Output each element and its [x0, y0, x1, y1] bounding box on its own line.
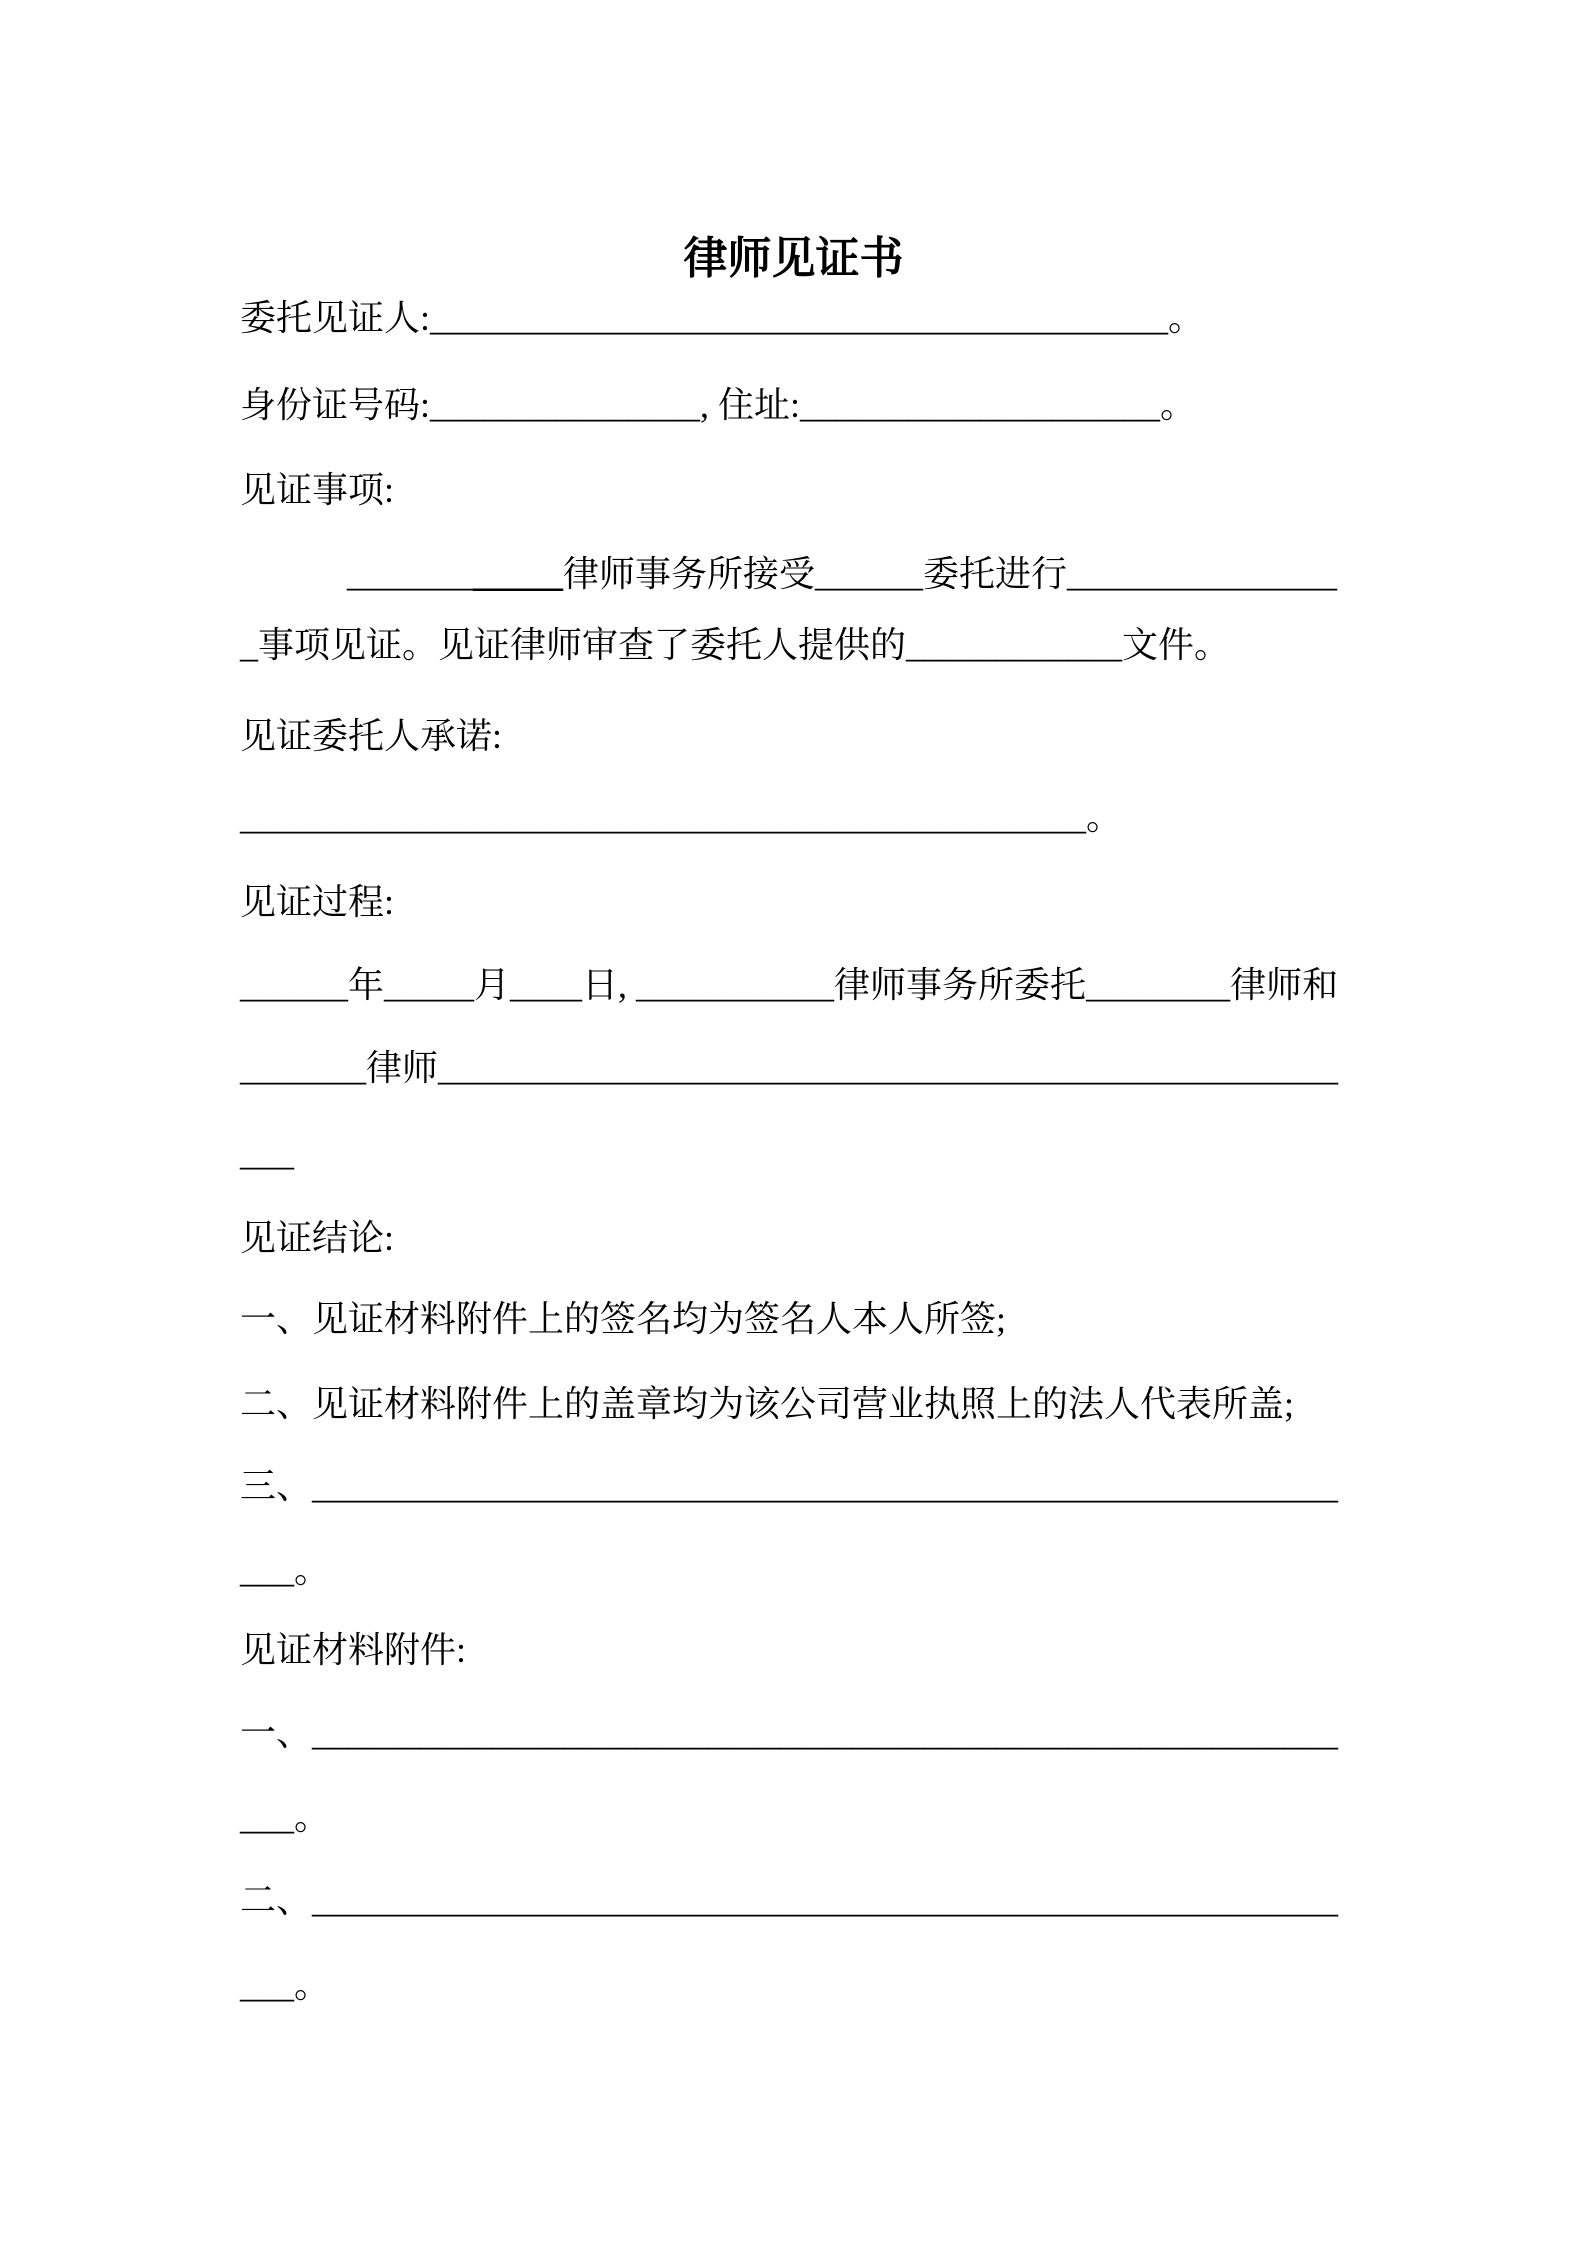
attachment2-cont-blank[interactable]: ___ — [240, 1965, 294, 2005]
review-text: _事项见证。见证律师审查了委托人提供的 — [240, 625, 907, 665]
lawyer2-name-blank[interactable]: _______ — [240, 1048, 366, 1088]
attachment1-blank[interactable]: _________________________________________________________ — [312, 1713, 1339, 1753]
attachment-item-1-end — [240, 1795, 330, 1840]
year-label: 年 — [348, 965, 385, 1005]
date-comma: , — [618, 965, 637, 1005]
process-detail-blank[interactable]: __________________________________________________ — [438, 1048, 1339, 1088]
attachment1-label: 一、 — [240, 1713, 313, 1753]
month-label: 月 — [474, 965, 511, 1005]
documents-blank[interactable]: ____________ — [906, 625, 1123, 665]
day-label: 日 — [582, 965, 619, 1005]
attachment-item-1 — [240, 1711, 1338, 1756]
day-blank[interactable]: ____ — [510, 965, 583, 1005]
line-client — [240, 296, 1204, 341]
address-label: 住址: — [718, 385, 801, 425]
process-heading: 见证过程: — [240, 882, 395, 922]
conclusion-item-2: 二、见证材料附件上的盖章均为该公司营业执照上的法人代表所盖; — [240, 1384, 1295, 1424]
firm-name-blank[interactable]: _______ — [347, 554, 473, 594]
id-line-period: 。 — [1160, 385, 1197, 425]
promise-heading: 见证委托人承诺: — [240, 716, 503, 756]
firm-name-blank2[interactable]: ___________ — [636, 965, 835, 1005]
entrust-party-blank[interactable]: ______ — [815, 554, 924, 594]
item3-period: 。 — [294, 1550, 331, 1590]
line-lawyer2 — [240, 1046, 1338, 1091]
item3-cont-blank[interactable]: ___ — [240, 1550, 294, 1590]
process-cont-blank[interactable]: ___ — [240, 1133, 294, 1173]
attachment-item-2-end — [240, 1963, 330, 2008]
entrust-text: 委托进行 — [923, 554, 1068, 594]
conclusion-item-1: 一、见证材料附件上的签名均为签名人本人所签; — [240, 1299, 1007, 1339]
conclusion-heading: 见证结论: — [240, 1218, 395, 1258]
attachment1-period: 。 — [294, 1797, 331, 1837]
line-firm — [347, 552, 1337, 597]
line-review — [240, 623, 1230, 668]
id-line-comma: , — [700, 385, 719, 425]
lawyer-label: 律师 — [366, 1048, 439, 1088]
lawyer-and-text: 律师和 — [1230, 965, 1339, 1005]
promise-content-blank[interactable]: _______________________________________________ — [240, 797, 1086, 837]
id-number-blank[interactable]: _______________ — [430, 385, 701, 425]
line-process-cont — [240, 1131, 294, 1176]
firm-name-blank-bold[interactable]: _____ — [473, 554, 563, 594]
client-label: 委托见证人: — [240, 298, 431, 338]
conclusion-item-3-end — [240, 1548, 330, 1593]
attachment-item-2 — [240, 1878, 1338, 1923]
line-date — [240, 963, 1338, 1008]
lawyer1-name-blank[interactable]: ________ — [1086, 965, 1231, 1005]
attachment1-cont-blank[interactable]: ___ — [240, 1797, 294, 1837]
review-end-text: 文件。 — [1122, 625, 1231, 665]
firm-entrust-text: 律师事务所委托 — [834, 965, 1087, 1005]
matter-heading: 见证事项: — [240, 470, 395, 510]
year-blank[interactable]: ______ — [240, 965, 348, 1005]
line-id-address — [240, 383, 1196, 428]
line-promise-blank — [240, 795, 1122, 840]
id-number-label: 身份证号码: — [240, 385, 431, 425]
client-line-period: 。 — [1168, 298, 1205, 338]
firm-accept-text: 律师事务所接受 — [563, 554, 816, 594]
attachment2-blank[interactable]: _________________________________________________________ — [312, 1880, 1339, 1920]
matter-name-blank[interactable]: _______________ — [1067, 554, 1338, 594]
item3-label: 三、 — [240, 1466, 313, 1506]
month-blank[interactable]: _____ — [384, 965, 475, 1005]
attachment2-period: 。 — [294, 1965, 331, 2005]
document-title: 律师见证书 — [683, 234, 904, 283]
promise-period: 。 — [1086, 797, 1123, 837]
attachment2-label: 二、 — [240, 1880, 313, 1920]
client-name-blank[interactable]: _________________________________________ — [430, 298, 1169, 338]
attachments-heading: 见证材料附件: — [240, 1630, 467, 1670]
address-blank[interactable]: ____________________ — [800, 385, 1161, 425]
item3-blank[interactable]: _________________________________________________________ — [312, 1466, 1339, 1506]
conclusion-item-3 — [240, 1464, 1338, 1509]
